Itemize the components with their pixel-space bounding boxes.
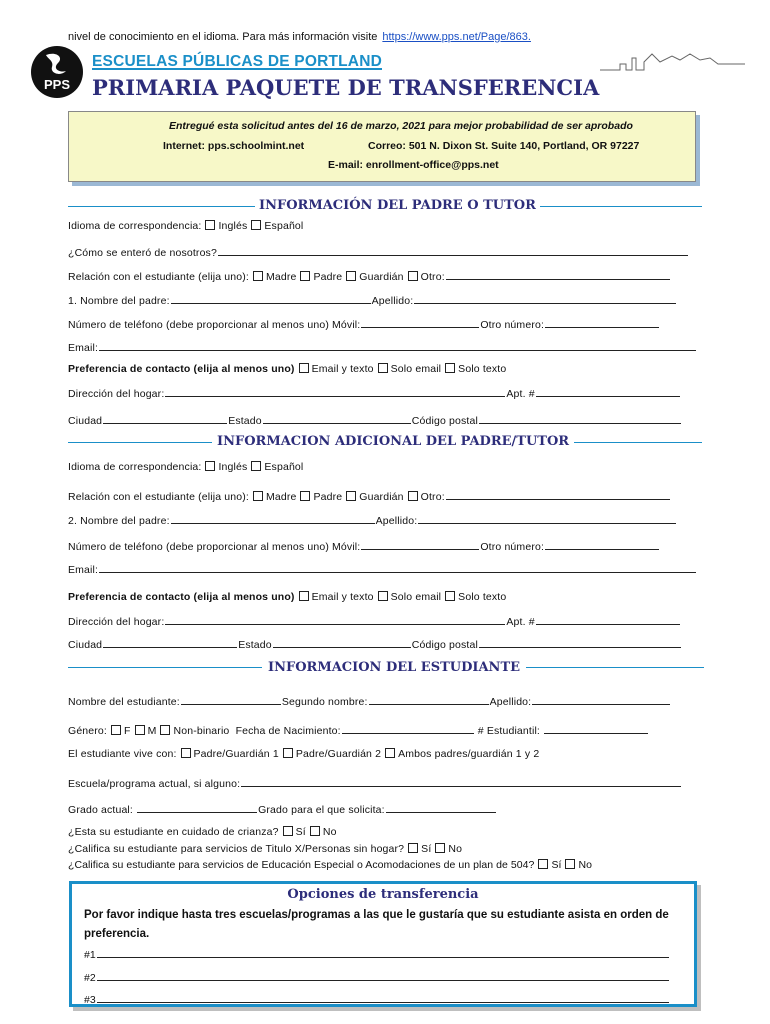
checkbox-mother[interactable]	[253, 491, 263, 501]
email-field[interactable]	[99, 561, 696, 573]
checkbox-father[interactable]	[300, 271, 310, 281]
label: Segundo nombre:	[281, 696, 368, 708]
p2-address-row	[68, 613, 681, 628]
label: No	[322, 826, 337, 838]
label: Apellido:	[371, 295, 414, 307]
label: Sí	[421, 843, 432, 855]
label: Padre	[313, 271, 343, 283]
label: Solo texto	[458, 363, 507, 375]
pps-logo	[30, 45, 84, 99]
p2-name-row	[68, 512, 677, 527]
mobile-field[interactable]	[361, 316, 479, 328]
p2-language-row	[68, 461, 303, 473]
label: #3	[84, 994, 96, 1006]
p1-email-row	[68, 339, 697, 354]
label: Número de teléfono (debe proporcionar al menos uno) Móvil:	[68, 319, 361, 331]
checkbox-father[interactable]	[300, 491, 310, 501]
label: No	[578, 859, 593, 871]
label: 2. Nombre del padre:	[68, 515, 170, 527]
checkbox-text-only[interactable]	[445, 363, 455, 373]
apt-field[interactable]	[536, 613, 680, 625]
label: Preferencia de contacto (elija al menos uno)	[68, 363, 295, 375]
student-id-field[interactable]	[544, 722, 648, 734]
checkbox-email-text[interactable]	[299, 363, 309, 373]
p2-email-row	[68, 561, 697, 576]
label: Email:	[68, 342, 99, 354]
checkbox-no[interactable]	[310, 826, 320, 836]
label: Solo email	[390, 363, 442, 375]
checkbox-female[interactable]	[111, 725, 121, 735]
other-field[interactable]	[446, 488, 670, 500]
logo-text: PPS	[43, 77, 71, 92]
choice-1-field[interactable]	[97, 946, 669, 958]
info-link[interactable]: https://www.pps.net/Page/863.	[382, 31, 531, 43]
transfer-options-box	[69, 881, 697, 1007]
other-phone-field[interactable]	[545, 538, 659, 550]
label: 1. Nombre del padre:	[68, 295, 170, 307]
checkbox-other[interactable]	[408, 271, 418, 281]
section-title-student: INFORMACION DEL ESTUDIANTE	[262, 660, 526, 675]
parent1-name-field[interactable]	[171, 292, 371, 304]
label: Padre	[313, 491, 343, 503]
label: Estado	[228, 415, 262, 427]
page-title: PRIMARIA PAQUETE DE TRANSFERENCIA	[92, 75, 600, 100]
apt-field[interactable]	[536, 385, 680, 397]
checkbox-nonbinary[interactable]	[160, 725, 170, 735]
city-skyline-graphic	[600, 50, 745, 76]
label: Otro:	[420, 271, 445, 283]
label: Sí	[295, 826, 306, 838]
checkbox-guardian[interactable]	[346, 271, 356, 281]
checkbox-yes[interactable]	[408, 843, 418, 853]
label: Preferencia de contacto (elija al menos uno)	[68, 591, 295, 603]
checkbox-yes[interactable]	[538, 859, 548, 869]
label: Código postal	[411, 639, 478, 651]
label: Guardián	[359, 271, 404, 283]
label: Ciudad	[68, 415, 103, 427]
label: Email y texto	[311, 363, 374, 375]
student-lastname-field[interactable]	[532, 693, 670, 705]
p1-relation-row	[68, 268, 671, 283]
checkbox-spanish[interactable]	[251, 461, 261, 471]
label: Dirección del hogar:	[68, 616, 165, 628]
label: Fecha de Nacimiento:	[235, 725, 341, 737]
address-field[interactable]	[165, 385, 505, 397]
p2-relation-row	[68, 488, 671, 503]
p1-heard-row	[68, 244, 689, 259]
state-field[interactable]	[263, 412, 411, 424]
label: Otro:	[420, 491, 445, 503]
choice-row-2	[84, 969, 670, 984]
checkbox-guardian[interactable]	[346, 491, 356, 501]
checkbox-lives-both[interactable]	[385, 748, 395, 758]
notice-box	[68, 111, 696, 182]
checkbox-email-only[interactable]	[378, 591, 388, 601]
choice-row-3	[84, 991, 670, 1006]
checkbox-other[interactable]	[408, 491, 418, 501]
checkbox-english[interactable]	[205, 461, 215, 471]
p1-city-row	[68, 412, 682, 427]
label: Solo texto	[458, 591, 507, 603]
email-field[interactable]	[99, 339, 696, 351]
label: #1	[84, 949, 96, 961]
label: Dirección del hogar:	[68, 388, 165, 400]
checkbox-no[interactable]	[565, 859, 575, 869]
student-school-row	[68, 775, 682, 790]
label: Relación con el estudiante (elija uno):	[68, 271, 249, 283]
current-grade-field[interactable]	[137, 801, 257, 813]
mobile-field[interactable]	[361, 538, 479, 550]
label: Guardián	[359, 491, 404, 503]
internet-text: Internet: pps.schoolmint.net	[163, 140, 305, 152]
label: ¿Cómo se enteró de nosotros?	[68, 247, 217, 259]
label: Solo email	[390, 591, 442, 603]
student-foster-row	[68, 826, 337, 838]
label: Número de teléfono (debe proporcionar al menos uno) Móvil:	[68, 541, 361, 553]
label: ¿Califica su estudiante para servicios de Titulo X/Personas sin hogar?	[68, 843, 405, 855]
city-field[interactable]	[103, 412, 227, 424]
label: Apellido:	[375, 515, 418, 527]
label: Inglés	[218, 220, 248, 232]
school-name: ESCUELAS PÚBLICAS DE PORTLAND	[92, 53, 382, 70]
parent1-lastname-field[interactable]	[414, 292, 676, 304]
section-title-parent1: INFORMACIÓN DEL PADRE O TUTOR	[255, 198, 540, 213]
label: No	[448, 843, 463, 855]
checkbox-text-only[interactable]	[445, 591, 455, 601]
middle-name-field[interactable]	[369, 693, 489, 705]
checkbox-spanish[interactable]	[251, 220, 261, 230]
choice-row-1	[84, 946, 670, 961]
label: Grado para el que solicita:	[258, 804, 385, 816]
state-field[interactable]	[273, 636, 411, 648]
label: Sí	[551, 859, 562, 871]
checkbox-yes[interactable]	[283, 826, 293, 836]
student-name-field[interactable]	[181, 693, 281, 705]
checkbox-lives-guardian1[interactable]	[181, 748, 191, 758]
other-phone-field[interactable]	[545, 316, 659, 328]
label: Inglés	[218, 461, 248, 473]
label: Nombre del estudiante:	[68, 696, 180, 708]
choice-2-field[interactable]	[97, 969, 669, 981]
top-note-text: nivel de conocimiento en el idioma. Para más información visite	[68, 31, 378, 43]
label: F	[124, 725, 131, 737]
current-school-field[interactable]	[241, 775, 681, 787]
label: Escuela/programa actual, si alguno:	[68, 778, 241, 790]
label: El estudiante vive con:	[68, 748, 177, 760]
label: Otro número:	[480, 319, 545, 331]
p2-pref-row	[68, 591, 506, 603]
mail-text: Correo: 501 N. Dixon St. Suite 140, Portland, OR 97227	[368, 140, 640, 152]
student-lives-row	[68, 748, 539, 760]
requested-grade-field[interactable]	[386, 801, 496, 813]
label: Estado	[238, 639, 272, 651]
label: Idioma de correspondencia:	[68, 461, 202, 473]
label: Non-binario	[173, 725, 230, 737]
label: Idioma de correspondencia:	[68, 220, 202, 232]
p1-phone-row	[68, 316, 660, 331]
label: Relación con el estudiante (elija uno):	[68, 491, 249, 503]
student-titlex-row	[68, 843, 462, 855]
label: Apellido:	[489, 696, 532, 708]
label: Género:	[68, 725, 107, 737]
label: Madre	[265, 271, 297, 283]
section-title-parent2: INFORMACION ADICIONAL DEL PADRE/TUTOR	[212, 434, 574, 449]
p2-phone-row	[68, 538, 660, 553]
checkbox-english[interactable]	[205, 220, 215, 230]
heard-field[interactable]	[218, 244, 688, 256]
label: #2	[84, 972, 96, 984]
checkbox-email-only[interactable]	[378, 363, 388, 373]
checkbox-lives-guardian2[interactable]	[283, 748, 293, 758]
p2-city-row	[68, 636, 682, 651]
label: Padre/Guardián 1	[193, 748, 279, 760]
p1-pref-row	[68, 363, 506, 375]
choice-3-field[interactable]	[97, 991, 669, 1003]
label: ¿Esta su estudiante en cuidado de crianza?	[68, 826, 279, 838]
student-name-row	[68, 693, 671, 708]
student-gender-row	[68, 722, 649, 737]
label: Ambos padres/guardián 1 y 2	[398, 748, 540, 760]
zip-field[interactable]	[479, 412, 681, 424]
label: # Estudiantil:	[477, 725, 540, 737]
student-grade-row	[68, 801, 497, 816]
label: Email:	[68, 564, 99, 576]
label: Español	[264, 220, 304, 232]
label: Otro número:	[480, 541, 545, 553]
checkbox-male[interactable]	[135, 725, 145, 735]
deadline-text: Entregué esta solicitud antes del 16 de marzo, 2021 para mejor probabilidad de ser aprobado	[169, 120, 633, 132]
dob-field[interactable]	[342, 722, 474, 734]
address-field[interactable]	[165, 613, 505, 625]
label: Email y texto	[311, 591, 374, 603]
label: Grado actual:	[68, 804, 133, 816]
parent2-lastname-field[interactable]	[418, 512, 676, 524]
p1-address-row	[68, 385, 681, 400]
zip-field[interactable]	[479, 636, 681, 648]
label: M	[147, 725, 157, 737]
checkbox-no[interactable]	[435, 843, 445, 853]
label: Padre/Guardián 2	[295, 748, 382, 760]
label: Código postal	[411, 415, 478, 427]
label: Apt. #	[506, 616, 535, 628]
top-note	[68, 31, 531, 43]
options-instructions: Por favor indique hasta tres escuelas/programas a las que le gustaría que su estudiante asista en orden de preferencia.	[84, 909, 669, 940]
city-field[interactable]	[103, 636, 237, 648]
label: Ciudad	[68, 639, 103, 651]
student-sped-row	[68, 859, 592, 871]
p1-name-row	[68, 292, 677, 307]
label: Español	[264, 461, 304, 473]
checkbox-email-text[interactable]	[299, 591, 309, 601]
checkbox-mother[interactable]	[253, 271, 263, 281]
p1-language-row	[68, 220, 303, 232]
other-field[interactable]	[446, 268, 670, 280]
options-title: Opciones de transferencia	[287, 887, 479, 902]
label: Apt. #	[506, 388, 535, 400]
email-text: E-mail: enrollment-office@pps.net	[328, 159, 499, 171]
label: ¿Califica su estudiante para servicios de Educación Especial o Acomodaciones de un plan de 504?	[68, 859, 535, 871]
parent2-name-field[interactable]	[171, 512, 375, 524]
label: Madre	[265, 491, 297, 503]
